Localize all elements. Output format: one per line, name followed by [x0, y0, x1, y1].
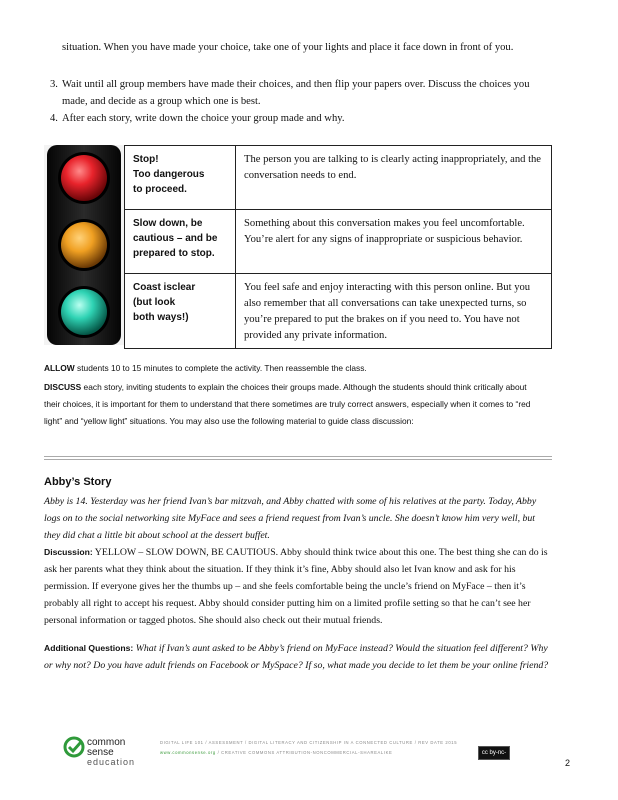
discussion-lead: Discussion:: [44, 547, 93, 557]
story-title: Abby’s Story: [44, 476, 112, 488]
additional-questions: [44, 640, 550, 674]
logo-text-sense: sense: [87, 747, 114, 758]
footer-line: www.commonsense.org / CREATIVE COMMONS ATTRIBUTION-NONCOMMERCIAL-SHAREALIKE: [160, 750, 393, 755]
level-label: Stop! Too dangerous to proceed.: [125, 146, 236, 210]
amber-light-icon: [61, 222, 107, 268]
table-row: [125, 274, 552, 349]
checkmark-circle-icon: [65, 738, 83, 756]
discuss-text: each story, inviting students to explain the choices their groups made. Although the students should think critically about their choices, it is important for them to understand that there sometimes are truly correct answers, especially when it comes to “red light” and “yellow light” situations. You may also use the following material to guide class discussion:: [44, 382, 531, 426]
step-number: 4.: [50, 113, 58, 124]
additional-text: What if Ivan’s aunt asked to be Abby’s friend on MyFace instead? Would the situation feel different? Why or why not? Do you have adult friends on Facebook or MySpace? If so, what made you decide to let them be your online friend?: [44, 643, 549, 671]
common-sense-logo: [62, 734, 152, 770]
step-text: After each story, write down the choice your group made and why.: [62, 113, 345, 124]
footer-text: [160, 738, 530, 758]
instruction-step: [50, 76, 550, 110]
section-divider: [44, 456, 552, 460]
green-light-icon: [61, 289, 107, 335]
story-discussion: [44, 544, 550, 629]
level-description: The person you are talking to is clearly acting inappropriately, and the conversation needs to end.: [236, 146, 552, 210]
additional-lead: Additional Questions:: [44, 643, 134, 653]
table-row: [125, 210, 552, 274]
traffic-light-image: [44, 145, 124, 345]
table-row: [125, 146, 552, 210]
logo-text-education: education: [87, 757, 136, 767]
level-label: Slow down, be cautious – and be prepared to stop.: [125, 210, 236, 274]
level-description: You feel safe and enjoy interacting with this person online. But you also remember that all conversations can take unexpected turns, so you’re prepared to put the brakes on if you need to. You have not provided any private information.: [236, 274, 552, 349]
allow-text: students 10 to 15 minutes to complete the activity. Then reassemble the class.: [74, 363, 367, 373]
story-body: Abby is 14. Yesterday was her friend Ivan’s bar mitzvah, and Abby chatted with some of his relatives at the party. Today, Abby logs on to the social networking site MyFace and sees a friend request from Ivan’s uncle. She doesn’t know him very well, but they did chat a little bit about school at the dessert buffet.: [44, 496, 537, 541]
instruction-continuation: situation. When you have made your choice, take one of your lights and place it face down in front of you.: [62, 42, 514, 53]
footer-line: DIGITAL LIFE 101 / ASSESSMENT / DIGITAL LITERACY AND CITIZENSHIP IN A CONNECTED CULTURE / REV DATE 2015: [160, 740, 458, 745]
allow-paragraph: [44, 360, 544, 377]
allow-lead: ALLOW: [44, 363, 75, 373]
footer-link[interactable]: www.commonsense.org: [160, 750, 216, 755]
step-number: 3.: [50, 79, 58, 90]
page-number: 2: [565, 758, 571, 768]
discuss-paragraph: [44, 379, 544, 430]
creative-commons-badge: cc by-nc-sa: [478, 746, 510, 760]
light-level-table: [124, 145, 552, 349]
level-label: Coast isclear (but look both ways!): [125, 274, 236, 349]
level-description: Something about this conversation makes you feel uncomfortable. You’re alert for any signs of inappropriate or suspicious behavior.: [236, 210, 552, 274]
discuss-lead: DISCUSS: [44, 382, 82, 392]
logo-text-common: common: [87, 737, 126, 748]
red-light-icon: [61, 155, 107, 201]
instruction-steps: [50, 76, 550, 127]
instruction-step: [50, 110, 550, 127]
step-text: Wait until all group members have made their choices, and then flip your papers over. Discuss the choices you made, and decide as a group which one is best.: [62, 79, 530, 107]
discussion-text: YELLOW – SLOW DOWN, BE CAUTIOUS. Abby should think twice about this one. The best thing she can do is ask her parents what they think about the situation. If they think it’s fine, Abby should also let Ivan know and ask for his permission. If everyone gives her the thumbs up – and she feels comfortable being the uncle’s friend on MyFace – then it’s probably all right to accept his request. Abby should consider putting him on a limited profile setting so that he can’t see her personal information or tagged photos. She should also check out their mutual friends.: [44, 547, 548, 626]
